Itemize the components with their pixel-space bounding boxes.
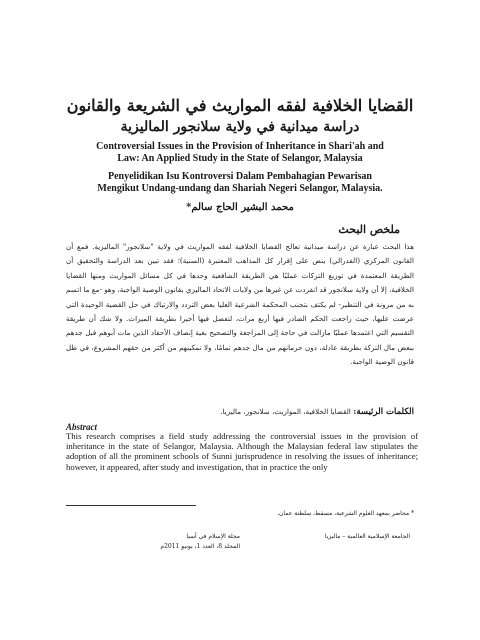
title-arabic-line-2: دراسة ميدانية في ولاية سلانجور الماليزية <box>120 119 360 135</box>
abstract-arabic-body: هذا البحث عبارة عن دراسة ميدانية تعالج القضايا الخلافية لفقه المواريث في ولاية "سلانجور" الماليزية. فمع أن القانون المركزي (الفدرالي) ينص على إقرار كل المذاهب المعتبرة (السنية)؛ فقد تبين بعد الدراسة والتحقيق أن الطريقة المعتمدة في توزيع التركات عمليًا هي الطريقة الشافعية وحدها في كل مسائل المواريث ومنها القضايا الخلافية، إلا أن ولاية سلانجور قد انفردت عن غيرها من ولايات الاتحاد الماليزي بقانون الوصية الواجبة، وهو -مع ما اتسم به من مرونة في التنظير- لم يكتف بتجنب المحكمة الشرعية العليا بعض التردد والارتباك في حل القضية الوحيدة التي عرضت عليها، حيث راجعت الحكم الصادر فيها أربع مرات، لتفصل فيها أخيرا بطريقة الميراث. ولا شك أن طريقة التقسيم التي اعتمدها عمليًا مازالت في حاجة إلى المراجعة والتصحيح بغية إنصاف الأحفاد الذين مات آبوهم قبل جدهم ببعض مال التركة بطريقة عادلة، دون حرمانهم من مال جدهم تمامًا، ولا تمكينهم من أكثر من حقهم المشروع، في ظل قانون الوصية الواجبة. <box>66 242 414 367</box>
journal-volume: المجلد 8، العدد 1، يونيو 2011م <box>160 543 240 550</box>
title-english: Controversial Issues in the Provision of Inheritance in Shari'ah and Law: An Applied Study in the State of Selangor, Malaysia <box>96 141 384 164</box>
abstract-english-body: This research comprises a field study addressing the controversial issues in the provision of inheritance in the state of Selangor, Malaysia. Although the Malaysian federal law stipulates the adoption of all the prominent schools of Sunni jurisprudence in resolving the issues of inheritance; however, it appeared, after study and investigation, that in practice the only <box>66 431 418 472</box>
journal-name: مجلة الإسلام في آسيا <box>186 533 240 540</box>
keywords-line <box>66 406 414 418</box>
publisher-name: الجامعة الإسلامية العالمية – ماليزيا <box>324 533 410 540</box>
footnote: * محاضر بمعهد العلوم الشرعية، مسقط، سلطنة عمان. <box>277 510 414 517</box>
abstract-english-heading: Abstract <box>66 422 98 432</box>
author-name: محمد البشير الحاج سالم* <box>186 202 294 213</box>
journal-info <box>130 532 240 552</box>
footnote-rule <box>66 505 196 506</box>
keywords-label: الكلمات الرئيسة: <box>353 407 414 417</box>
abstract-arabic-heading: ملخص البحث <box>338 223 400 236</box>
title-arabic-line-1: القضايا الخلافية لفقه المواريث في الشريعة والقانون <box>66 96 414 115</box>
keywords-list: القضايا الخلافية، المواريث، سلانجور، ماليزيا. <box>220 407 351 416</box>
title-malay: Penyelidikan Isu Kontroversi Dalam Pembahagian Pewarisan Mengikut Undang-undang dan Shariah Negeri Selangor, Malaysia. <box>97 171 383 194</box>
